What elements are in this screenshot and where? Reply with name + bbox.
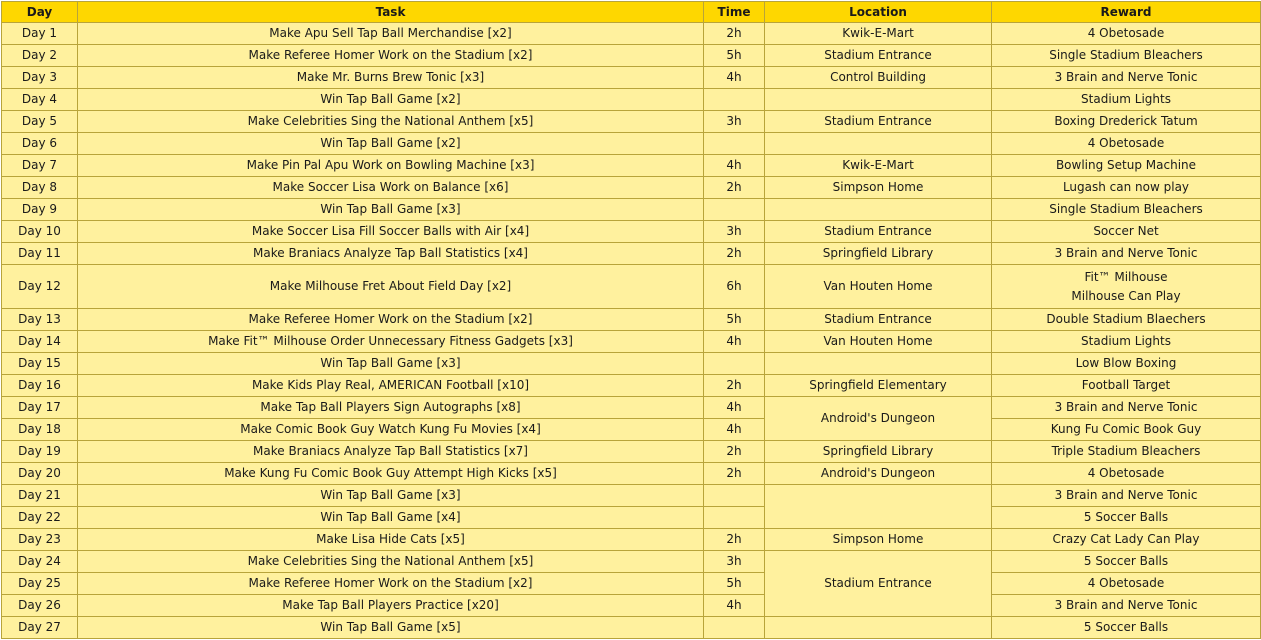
day-cell: Day 22 [2,507,78,529]
task-cell: Make Kung Fu Comic Book Guy Attempt High Kicks [x5] [78,463,704,485]
day-cell: Day 7 [2,155,78,177]
reward-cell: Football Target [992,375,1261,397]
reward-cell: 3 Brain and Nerve Tonic [992,243,1261,265]
day-cell: Day 15 [2,353,78,375]
task-cell: Win Tap Ball Game [x3] [78,353,704,375]
task-cell: Make Apu Sell Tap Ball Merchandise [x2] [78,23,704,45]
task-cell: Make Fit™ Milhouse Order Unnecessary Fitness Gadgets [x3] [78,331,704,353]
day-cell: Day 14 [2,331,78,353]
task-cell: Win Tap Ball Game [x2] [78,133,704,155]
reward-cell: 5 Soccer Balls [992,617,1261,639]
location-cell: Springfield Library [765,243,992,265]
header-location: Location [765,2,992,23]
day-cell: Day 18 [2,419,78,441]
time-cell: 4h [704,67,765,89]
task-cell: Make Celebrities Sing the National Anthem [x5] [78,111,704,133]
reward-line: Milhouse Can Play [1071,288,1181,303]
location-cell: Springfield Library [765,441,992,463]
day-cell: Day 6 [2,133,78,155]
day-cell: Day 25 [2,573,78,595]
reward-cell: 3 Brain and Nerve Tonic [992,485,1261,507]
table-row [2,551,1261,573]
table-row [2,595,1261,617]
time-cell: 4h [704,595,765,617]
location-cell: Android's Dungeon [765,463,992,485]
reward-cell: Stadium Lights [992,89,1261,111]
table-row [2,573,1261,595]
task-cell: Make Comic Book Guy Watch Kung Fu Movies [x4] [78,419,704,441]
reward-cell [992,265,1261,309]
day-cell: Day 9 [2,199,78,221]
table-row [2,133,1261,155]
event-schedule-table [1,1,1261,639]
reward-cell: 3 Brain and Nerve Tonic [992,595,1261,617]
reward-cell: Single Stadium Bleachers [992,45,1261,67]
day-cell: Day 10 [2,221,78,243]
table-row [2,199,1261,221]
location-cell: Control Building [765,67,992,89]
reward-cell: Low Blow Boxing [992,353,1261,375]
table-row [2,331,1261,353]
day-cell: Day 21 [2,485,78,507]
task-cell: Win Tap Ball Game [x4] [78,507,704,529]
table-row [2,463,1261,485]
reward-cell: Bowling Setup Machine [992,155,1261,177]
task-cell: Win Tap Ball Game [x5] [78,617,704,639]
time-cell: 5h [704,45,765,67]
table-row [2,485,1261,507]
task-cell: Make Milhouse Fret About Field Day [x2] [78,265,704,309]
reward-cell: Double Stadium Blaechers [992,309,1261,331]
table-row [2,221,1261,243]
time-cell: 2h [704,441,765,463]
table-row [2,529,1261,551]
task-cell: Make Pin Pal Apu Work on Bowling Machine [x3] [78,155,704,177]
table-row [2,111,1261,133]
reward-cell: 4 Obetosade [992,573,1261,595]
table-row [2,617,1261,639]
time-cell: 2h [704,177,765,199]
location-cell: Van Houten Home [765,265,992,309]
task-cell: Make Kids Play Real, AMERICAN Football [x10] [78,375,704,397]
task-cell: Make Tap Ball Players Sign Autographs [x8] [78,397,704,419]
task-cell: Make Tap Ball Players Practice [x20] [78,595,704,617]
location-cell [765,353,992,375]
table-row [2,67,1261,89]
time-cell [704,507,765,529]
time-cell: 4h [704,419,765,441]
reward-cell: 5 Soccer Balls [992,551,1261,573]
task-cell: Make Braniacs Analyze Tap Ball Statistics [x4] [78,243,704,265]
time-cell: 5h [704,309,765,331]
location-cell: Springfield Elementary [765,375,992,397]
header-reward: Reward [992,2,1261,23]
time-cell: 5h [704,573,765,595]
task-cell: Make Referee Homer Work on the Stadium [x2] [78,45,704,67]
day-cell: Day 13 [2,309,78,331]
day-cell: Day 17 [2,397,78,419]
time-cell: 4h [704,155,765,177]
task-cell: Make Referee Homer Work on the Stadium [x2] [78,573,704,595]
time-cell [704,617,765,639]
location-cell: Stadium Entrance [765,111,992,133]
time-cell: 2h [704,243,765,265]
time-cell [704,485,765,507]
day-cell: Day 11 [2,243,78,265]
reward-cell: Kung Fu Comic Book Guy [992,419,1261,441]
task-cell: Make Braniacs Analyze Tap Ball Statistics [x7] [78,441,704,463]
day-cell: Day 3 [2,67,78,89]
reward-cell: 4 Obetosade [992,23,1261,45]
time-cell: 3h [704,551,765,573]
task-cell: Make Celebrities Sing the National Anthem [x5] [78,551,704,573]
location-cell: Kwik-E-Mart [765,155,992,177]
day-cell: Day 24 [2,551,78,573]
reward-cell: 5 Soccer Balls [992,507,1261,529]
reward-cell: Soccer Net [992,221,1261,243]
day-cell: Day 19 [2,441,78,463]
table-row [2,507,1261,529]
task-cell: Make Referee Homer Work on the Stadium [x2] [78,309,704,331]
location-cell: Stadium Entrance [765,551,992,617]
time-cell: 3h [704,111,765,133]
table-row [2,419,1261,441]
reward-cell: 4 Obetosade [992,463,1261,485]
day-cell: Day 8 [2,177,78,199]
location-cell [765,133,992,155]
location-cell [765,199,992,221]
reward-cell: 3 Brain and Nerve Tonic [992,67,1261,89]
task-cell: Make Soccer Lisa Fill Soccer Balls with Air [x4] [78,221,704,243]
table-row [2,375,1261,397]
day-cell: Day 27 [2,617,78,639]
table-row [2,441,1261,463]
header-task: Task [78,2,704,23]
header-row [2,2,1261,23]
task-cell: Make Mr. Burns Brew Tonic [x3] [78,67,704,89]
time-cell: 2h [704,375,765,397]
table-row [2,397,1261,419]
task-cell: Make Lisa Hide Cats [x5] [78,529,704,551]
table-row [2,243,1261,265]
time-cell: 2h [704,23,765,45]
reward-cell: 3 Brain and Nerve Tonic [992,397,1261,419]
task-cell: Win Tap Ball Game [x3] [78,485,704,507]
location-cell [765,485,992,529]
time-cell: 4h [704,331,765,353]
time-cell: 2h [704,463,765,485]
location-cell: Android's Dungeon [765,397,992,441]
time-cell: 3h [704,221,765,243]
day-cell: Day 26 [2,595,78,617]
reward-cell: Triple Stadium Bleachers [992,441,1261,463]
table-row [2,177,1261,199]
table-row [2,309,1261,331]
table-row [2,23,1261,45]
reward-cell: Crazy Cat Lady Can Play [992,529,1261,551]
time-cell [704,353,765,375]
reward-cell: Boxing Drederick Tatum [992,111,1261,133]
day-cell: Day 23 [2,529,78,551]
table-row [2,155,1261,177]
reward-cell: Stadium Lights [992,331,1261,353]
location-cell: Simpson Home [765,177,992,199]
time-cell: 2h [704,529,765,551]
day-cell: Day 12 [2,265,78,309]
location-cell: Stadium Entrance [765,309,992,331]
reward-cell: Single Stadium Bleachers [992,199,1261,221]
time-cell: 4h [704,397,765,419]
day-cell: Day 16 [2,375,78,397]
location-cell: Stadium Entrance [765,45,992,67]
task-cell: Make Soccer Lisa Work on Balance [x6] [78,177,704,199]
location-cell: Van Houten Home [765,331,992,353]
day-cell: Day 20 [2,463,78,485]
day-cell: Day 4 [2,89,78,111]
location-cell [765,89,992,111]
table-row [2,89,1261,111]
task-cell: Win Tap Ball Game [x3] [78,199,704,221]
day-cell: Day 5 [2,111,78,133]
day-cell: Day 2 [2,45,78,67]
day-cell: Day 1 [2,23,78,45]
time-cell: 6h [704,265,765,309]
location-cell: Simpson Home [765,529,992,551]
time-cell [704,89,765,111]
header-time: Time [704,2,765,23]
reward-line: Fit™ Milhouse [1084,269,1168,284]
time-cell [704,133,765,155]
table-row [2,45,1261,67]
location-cell: Kwik-E-Mart [765,23,992,45]
header-day: Day [2,2,78,23]
reward-cell: Lugash can now play [992,177,1261,199]
reward-cell: 4 Obetosade [992,133,1261,155]
time-cell [704,199,765,221]
location-cell: Stadium Entrance [765,221,992,243]
table-row [2,353,1261,375]
table-row [2,265,1261,309]
location-cell [765,617,992,639]
task-cell: Win Tap Ball Game [x2] [78,89,704,111]
